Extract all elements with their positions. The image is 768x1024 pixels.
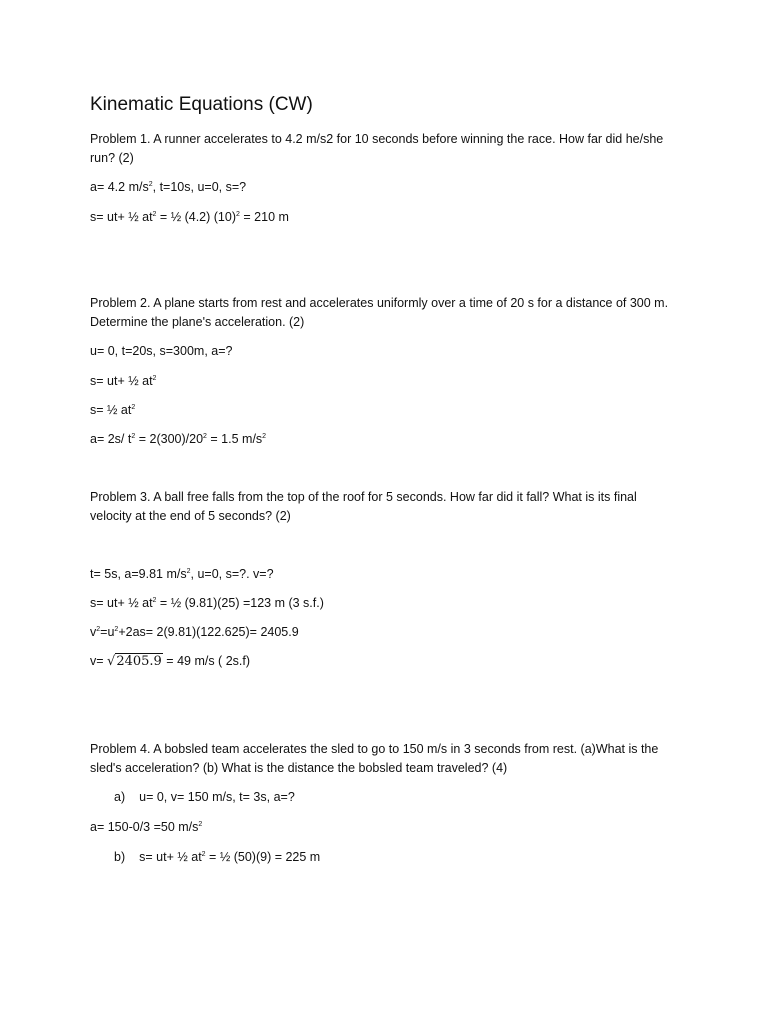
problem-2-equation: s= ut+ ½ $at^2$ [90, 374, 157, 388]
problem-3-given: t= 5s, a=9.81 $m/s^2$, u=0, s=?. v=? [90, 567, 274, 581]
problem-2-question: Problem 2. A plane starts from rest and accelerates uniformly over a time of 20 s for a distance of 300 m. Determine the plane's acceleration. (2) [90, 296, 669, 329]
problem-1-given: a= 4.2 $m/s^2$, t=10s, u=0, s=? [90, 180, 247, 194]
problem-4-part-b: b) s= ut+ ½ $at^2$ = ½ (50)(9) = 225 m [114, 850, 321, 864]
problem-2-given: u= 0, t=20s, s=300m, a=? [90, 344, 233, 358]
problem-3-velocity-squared: $v^2=u^2+2as= 2(9.81)(122.625)= 2405.9$ [90, 625, 299, 639]
square-root-sign: √2405.9 [107, 654, 162, 669]
problem-4-question: Problem 4. A bobsled team accelerates the sled to go to 150 m/s in 3 seconds from rest. (a)What is the sled's acceleration? (b) What is the distance the bobsled team traveled? (4) [90, 742, 659, 775]
problem-3-question: Problem 3. A ball free falls from the top of the roof for 5 seconds. How far did it fall? What is its final velocity at the end of 5 seconds? (2) [90, 490, 637, 523]
problem-4-acceleration: a= 150-0/3 =50 $m/s^2$ [90, 820, 203, 834]
problem-4-part-a: a) u= 0, v= 150 m/s, t= 3s, a=? [114, 790, 295, 804]
page-title: Kinematic Equations (CW) [90, 94, 313, 115]
problem-3-distance: s= ut+ ½ $at^2$ = ½ (9.81)(25) =123 m (3 s.f.) [90, 596, 324, 610]
problem-1-question: Problem 1. A runner accelerates to 4.2 m/s2 for 10 seconds before winning the race. How far did he/she run? (2) [90, 132, 664, 165]
problem-2-simplified: s= ½ $at^2$ [90, 403, 136, 417]
problem-2-answer: a= 2s/ $t^2 = 2(300)/20^2 = 1.5$ $m/s^2$ [90, 432, 267, 446]
problem-3-velocity: v= √2405.9 = 49 m/s ( 2s.f) [90, 654, 251, 669]
problem-1-solution: s= ut+ ½ $at^2$ = ½ (4.2) $(10)^2 = 210$ m [90, 210, 289, 224]
